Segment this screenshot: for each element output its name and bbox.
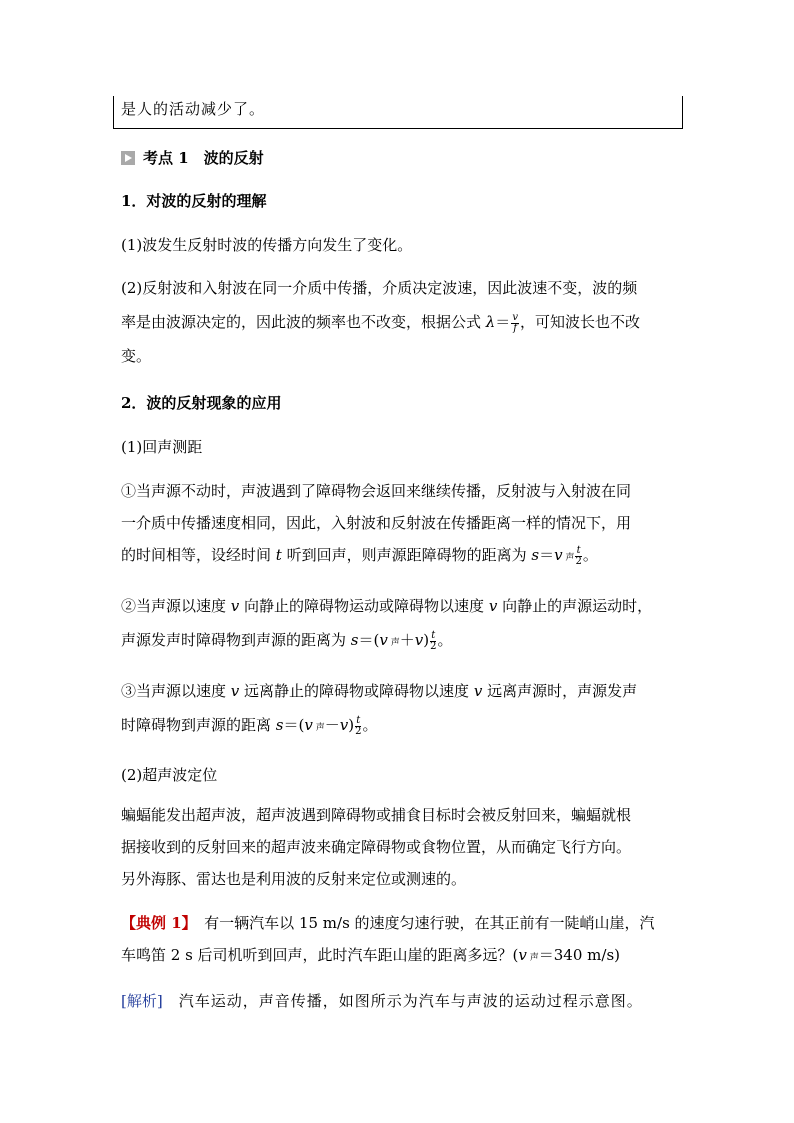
- play-triangle-icon: [121, 151, 135, 165]
- bat-line3: 另外海豚、雷达也是利用波的反射来定位或测速的。: [121, 870, 467, 888]
- case-1-line3: 的时间相等，设经时间 t 听到回声，则声源距障碍物的距离为 s＝v 声 $\frac{t}{2}$ 。: [121, 544, 598, 567]
- case-2-line1: ②当声源以速度 v 向静止的障碍物运动或障碍物以速度 v 向静止的声源运动时，: [121, 597, 653, 615]
- case-3-line2: 时障碍物到声源的距离 s＝(v 声－v) $\frac{t}{2}$ 。: [121, 714, 378, 737]
- formula-fraction: $\frac{v}{f}$: [512, 311, 518, 334]
- para-2-1: (1)回声测距: [121, 438, 203, 456]
- note-box-text: 是人的活动减少了。: [121, 100, 266, 118]
- formula-fraction: $\frac{t}{2}$: [430, 629, 437, 652]
- case-2-line2: 声源发声时障碍物到声源的距离为 s＝(v 声＋v) $\frac{t}{2}$ 。: [121, 629, 453, 652]
- formula-fraction: $\frac{t}{2}$: [355, 714, 362, 737]
- case-1-line2: 一介质中传播速度相同，因此，入射波和反射波在传播距离一样的情况下，用: [121, 514, 632, 532]
- para-1-2-line3: 变。: [121, 347, 152, 365]
- heading-2: 2．波的反射现象的应用: [121, 394, 282, 412]
- example-line2: 车鸣笛 2 s 后司机听到回声，此时汽车距山崖的距离多远？(v 声＝340 m/s): [121, 946, 620, 964]
- section-heading: [121, 147, 264, 168]
- para-2-2: (2)超声波定位: [121, 766, 218, 784]
- para-1-2-line2: 率是由波源决定的，因此波的频率也不改变，根据公式 λ＝ $\frac{v}{f}$ ，可知波长也不改: [121, 311, 640, 334]
- bat-line1: 蝙蝠能发出超声波，超声波遇到障碍物或捕食目标时会被反射回来，蝙蝠就根: [121, 806, 632, 824]
- section-title: 考点 1 波的反射: [143, 149, 264, 167]
- analysis-line: [解析] 汽车运动，声音传播，如图所示为汽车与声波的运动过程示意图。: [121, 992, 643, 1010]
- case-1-line1: ①当声源不动时，声波遇到了障碍物会返回来继续传播，反射波与入射波在同: [121, 482, 632, 500]
- bat-line2: 据接收到的反射回来的超声波来确定障碍物或食物位置，从而确定飞行方向。: [121, 838, 632, 856]
- case-3-line1: ③当声源以速度 v 远离静止的障碍物或障碍物以速度 v 远离声源时，声源发声: [121, 682, 638, 700]
- heading-1: 1．对波的反射的理解: [121, 192, 267, 210]
- example-label: 【典例 1】: [121, 914, 190, 932]
- formula-fraction: $\frac{t}{2}$: [575, 544, 582, 567]
- para-1-1: (1)波发生反射时波的传播方向发生了变化。: [121, 236, 413, 254]
- para-1-2-line1: (2)反射波和入射波在同一介质中传播，介质决定波速，因此波速不变，波的频: [121, 279, 638, 297]
- example-line1: 【典例 1】 有一辆汽车以 15 m/s 的速度匀速行驶，在其正前有一陡峭山崖，汽: [121, 914, 655, 932]
- analysis-label: [解析]: [121, 992, 163, 1010]
